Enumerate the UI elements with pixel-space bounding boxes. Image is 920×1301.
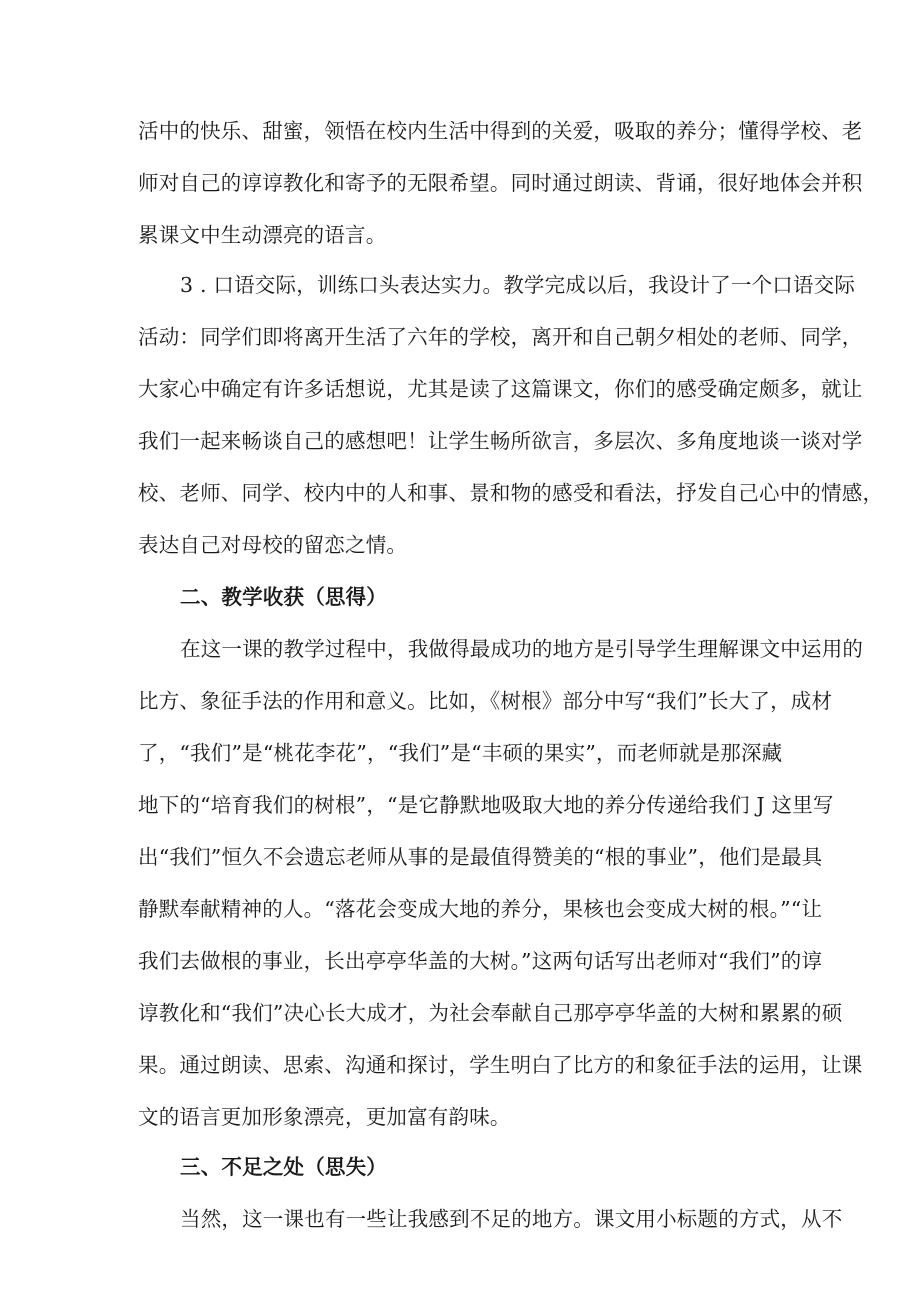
section-heading: 三、不足之处（思失） — [180, 1155, 387, 1179]
paragraph-line: 表达自己对母校的留恋之情。 — [138, 533, 408, 557]
paragraph-line: 活动：同学们即将离开生活了六年的学校，离开和自己朝夕相处的老师、同学， — [138, 325, 863, 349]
paragraph-line: 活中的快乐、甜蜜，领悟在校内生活中得到的关爱，吸取的养分；懂得学校、老 — [138, 119, 863, 143]
paragraph-line: 校、老师、同学、校内中的人和事、景和物的感受和看法，抒发自己心中的情感， — [138, 481, 884, 505]
paragraph-line: 地下的“培育我们的树根”，“是它静默地吸取大地的养分传递给我们 J 这里写 — [138, 793, 834, 817]
paragraph-line: 我们去做根的事业，长出亭亭华盖的大树。”这两句话写出老师对“我们”的谆 — [138, 949, 823, 973]
paragraph-line: 我们一起来畅谈自己的感想吧！让学生畅所欲言，多层次、多角度地谈一谈对学 — [138, 429, 863, 453]
paragraph-line: 了，“我们”是“桃花李花”，“我们”是“丰硕的果实”，而老师就是那深藏 — [138, 741, 783, 765]
paragraph-line: 比方、象征手法的作用和意义。比如，《树根》部分中写“我们”长大了，成材 — [138, 689, 833, 713]
paragraph-line: 文的语言更加形象漂亮，更加富有韵味。 — [138, 1105, 511, 1129]
paragraph-line: 静默奉献精神的人。“落花会变成大地的养分，果核也会变成大树的根。”“让 — [138, 897, 823, 921]
paragraph-line: 师对自己的谆谆教化和寄予的无限希望。同时通过朗读、背诵，很好地体会并积 — [138, 171, 863, 195]
paragraph-line: 果。通过朗读、思索、沟通和探讨，学生明白了比方的和象征手法的运用，让课 — [138, 1053, 863, 1077]
paragraph-line: 出“我们”恒久不会遗忘老师从事的是最值得赞美的“根的事业”，他们是最具 — [138, 845, 823, 869]
paragraph-line: 在这一课的教学过程中，我做得最成功的地方是引导学生理解课文中运用的 — [180, 637, 864, 661]
paragraph-line: 当然，这一课也有一些让我感到不足的地方。课文用小标题的方式，从不 — [180, 1207, 843, 1231]
paragraph-line: 3 . 口语交际，训练口头表达实力。教学完成以后，我设计了一个口语交际 — [180, 273, 856, 297]
section-heading: 二、教学收获（思得） — [180, 585, 387, 609]
paragraph-line: 大家心中确定有许多话想说，尤其是读了这篇课文，你们的感受确定颇多，就让 — [138, 377, 863, 401]
paragraph-line: 累课文中生动漂亮的语言。 — [138, 223, 387, 247]
paragraph-line: 谆教化和“我们”决心长大成才，为社会奉献自己那亭亭华盖的大树和累累的硕 — [138, 1001, 843, 1025]
